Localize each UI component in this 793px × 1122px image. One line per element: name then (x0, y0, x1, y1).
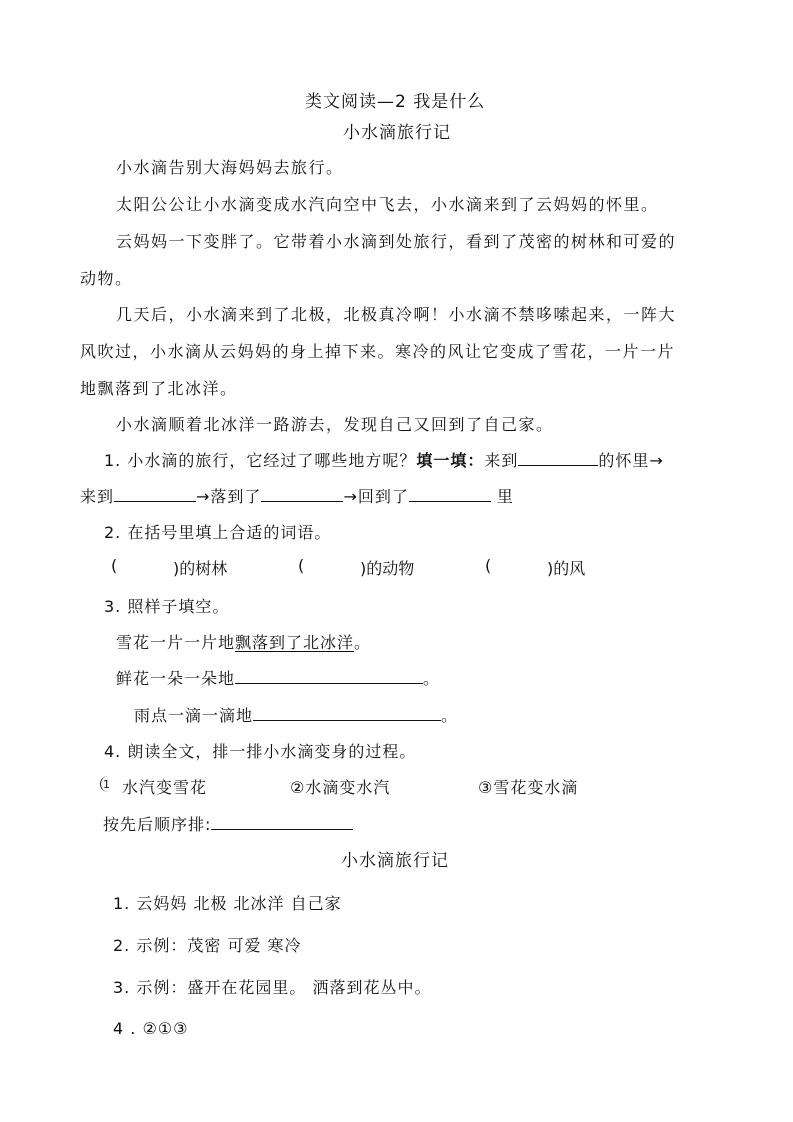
paren-label-1: )的树林 (173, 559, 228, 578)
passage-line-3: 云妈妈一下变胖了。它带着小水滴到处旅行，看到了茂密的树林和可爱的 (116, 232, 677, 251)
answer-4: 4 . ②①③ (113, 1019, 189, 1038)
passage-line-5: 几天后，小水滴来到了北极，北极真冷啊！小水滴不禁哆嗦起来，一阵大 (116, 305, 677, 324)
blank-5[interactable] (235, 669, 423, 684)
passage-line-8: 小水滴顺着北冰洋一路游去，发现自己又回到了自己家。 (116, 415, 554, 434)
question-1-fall: →落到了 (196, 487, 262, 506)
blank-2[interactable] (114, 487, 196, 502)
question-1-come: 来到 (484, 451, 519, 470)
passage-title: 小水滴旅行记 (343, 123, 451, 143)
passage-line-1: 小水滴告别大海妈妈去旅行。 (116, 158, 344, 177)
option-1: 水汽变雪花 (122, 778, 208, 797)
passage-line-2: 太阳公公让小水滴变成水汽向空中飞去，小水滴来到了云妈妈的怀里。 (116, 195, 659, 214)
blank-4[interactable] (409, 487, 491, 502)
passage-line-4: 动物。 (80, 269, 133, 288)
answer-1: 1. 云妈妈 北极 北冰洋 自己家 (113, 894, 342, 913)
paren-open-3: ( (485, 556, 492, 575)
answer-3: 3. 示例：盛开在花园里。 洒落到花丛中。 (113, 978, 432, 997)
paren-label-3: )的风 (547, 559, 586, 578)
example-underlined: 飘落到了北冰洋 (235, 633, 355, 652)
blank-paren-3[interactable] (495, 556, 547, 576)
line-2-end: 。 (441, 706, 459, 725)
question-1 (104, 448, 664, 471)
question-1-embrace: 的怀里→ (598, 451, 664, 470)
line-2-prefix: 雨点一滴一滴地 (134, 706, 254, 725)
question-4-prompt: 4. 朗读全文，排一排小水滴变身的过程。 (104, 742, 417, 761)
line-1-end: 。 (423, 669, 441, 688)
answer-2: 2. 示例：茂密 可爱 寒冷 (113, 936, 302, 955)
blank-paren-1[interactable] (121, 556, 173, 576)
line-1-prefix: 鲜花一朵一朵地 (116, 669, 236, 688)
passage-line-7: 地飘落到了北冰洋。 (80, 379, 238, 398)
paren-open-2: ( (298, 556, 305, 575)
blank-6[interactable] (253, 706, 441, 721)
question-3-prompt: 3. 照样子填空。 (104, 597, 230, 616)
question-1-continued (80, 484, 514, 507)
paren-open-1: ( (111, 556, 118, 575)
option-1-circle (100, 776, 111, 792)
order-label: 按先后顺序排: (103, 815, 212, 834)
blank-order[interactable] (211, 815, 353, 830)
question-1-inside: 里 (496, 487, 514, 506)
question-1-prompt: 1. 小水滴的旅行，它经过了哪些地方呢？ (104, 451, 417, 470)
example-end: 。 (354, 633, 372, 652)
question-3-line-1 (116, 666, 440, 689)
option-3: ③雪花变水滴 (478, 778, 579, 797)
question-2-prompt: 2. 在括号里填上合适的词语。 (104, 523, 332, 542)
blank-paren-2[interactable] (308, 556, 360, 576)
question-1-come2: 来到 (80, 487, 115, 506)
option-2: ②水滴变水汽 (290, 778, 391, 797)
blank-1[interactable] (518, 451, 598, 466)
passage-line-6: 风吹过，小水滴从云妈妈的身上掉下来。寒冷的风让它变成了雪花，一片一片 (80, 342, 676, 361)
answers-title: 小水滴旅行记 (341, 851, 449, 871)
option-1-number: 1 (103, 778, 110, 791)
question-3-example (116, 630, 371, 653)
example-plain: 雪花一片一片地 (116, 633, 236, 652)
paren-label-2: )的动物 (360, 559, 415, 578)
question-1-back: →回到了 (343, 487, 409, 506)
page-title: 类文阅读—2 我是什么 (305, 92, 486, 112)
blank-3[interactable] (261, 487, 343, 502)
fill-in-label: 填一填： (416, 451, 485, 470)
question-3-line-2 (134, 703, 458, 726)
order-line (103, 812, 353, 835)
